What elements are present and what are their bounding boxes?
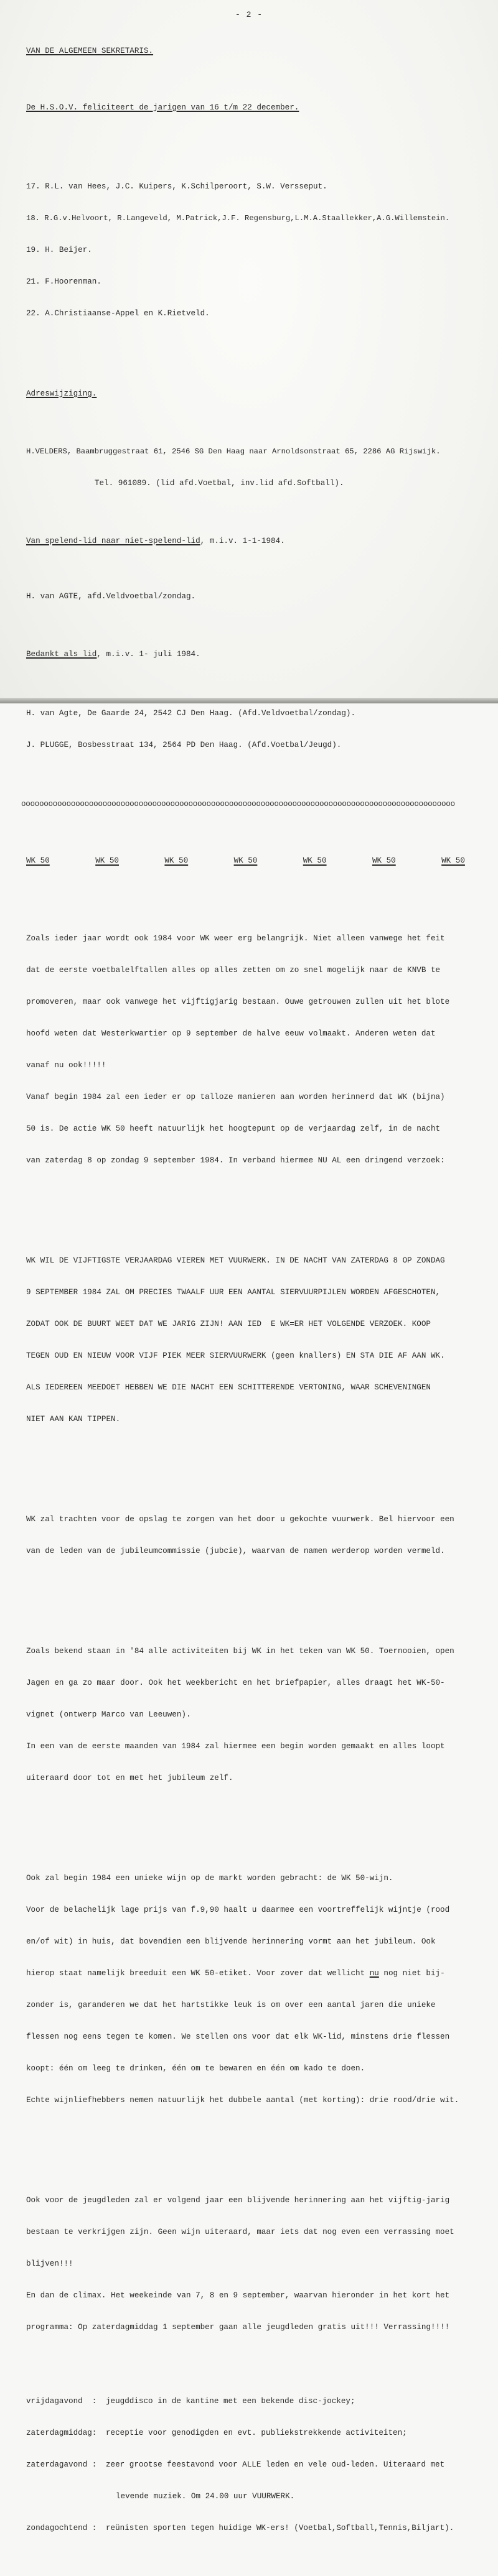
separator-line: oooooooooooooooooooooooooooooooooooooooooooooooooooooooooooooooooooooooooooooooooooooooooooooooo: [21, 800, 455, 808]
resignation-line: H. van Agte, De Gaarde 24, 2542 CJ Den Haag. (Afd.Veldvoetbal/zondag).: [26, 709, 356, 718]
member-status-heading: Van spelend-lid naar niet-spelend-lid, m.i.v. 1-1-1984.: [26, 537, 285, 545]
document-body: [21, 25, 487, 2576]
wk50-label: WK 50: [303, 856, 327, 865]
birthday-list: [26, 160, 487, 340]
program-row: zaterdagavond : zeer grootse feestavond voor ALLE leden en vele oud-leden. Uiteraard met: [26, 2460, 445, 2469]
member-status-line: H. van AGTE, afd.Veldvoetbal/zondag.: [26, 592, 196, 601]
list-item: 22. A.Christiaanse-Appel en K.Rietveld.: [26, 309, 210, 318]
paragraph-activities: Zoals bekend staan in '84 alle activiteiten bij WK in het teken van WK 50. Toernooien, open Jagen en ga zo maar door. Ook het weekbericht en het briefpapier, alles draagt het WK-50- vignet (ontwerp Marco van Leeuwen). In een van de eerste maanden van 1984 zal hiermee een begin worden gemaakt en alles loopt uiteraard door tot en met het jubileum zelf.: [26, 1647, 454, 1782]
section-title: VAN DE ALGEMEEN SEKRETARIS.: [26, 47, 154, 55]
wk50-label: WK 50: [95, 856, 119, 865]
paragraph-youth-and-climax: Ook voor de jeugdleden zal er volgend jaar een blijvende herinnering aan het vijftig-jarig bestaan te verkrijgen zijn. Geen wijn uiteraard, maar iets dat nog even een verrassing moet blijven!!! En dan de climax. Het weekeinde van 7, 8 en 9 september, waarvan hieronder in het kort het programma: Op zaterdagmiddag 1 september gaan alle jeugdleden gratis uit!!! Verrassing!!!!: [26, 2196, 454, 2332]
program-schedule: [26, 2375, 487, 2555]
address-line: Tel. 961089. (lid afd.Voetbal, inv.lid afd.Softball).: [95, 479, 344, 488]
resignation-line: J. PLUGGE, Bosbesstraat 134, 2564 PD Den Haag. (Afd.Voetbal/Jeugd).: [26, 741, 342, 749]
program-row: vrijdagavond : jeugddisco in de kantine met een bekende disc-jockey;: [26, 2397, 355, 2406]
program-row: zondagochtend : reünisten sporten tegen huidige WK-ers! (Voetbal,Softball,Tennis,Biljart).: [26, 2524, 454, 2532]
wk50-label: WK 50: [441, 856, 465, 865]
wk50-banner: [26, 856, 465, 866]
paragraph-storage: WK zal trachten voor de opslag te zorgen van het door u gekochte vuurwerk. Bel hiervoor een van de leden van de jubileumcommissie (jubcie), waarvan de namen werderop worden vermeld.: [26, 1515, 454, 1555]
page-bottom-edge: [0, 698, 498, 703]
wk50-label: WK 50: [164, 856, 189, 865]
program-row: levende muziek. Om 24.00 uur VUURWERK.: [116, 2492, 295, 2501]
list-item: 18. R.G.v.Helvoort, R.Langeveld, M.Patrick,J.F. Regensburg,L.M.A.Staallekker,A.G.Willemstein.: [26, 214, 450, 223]
program-row: zaterdagmiddag: receptie voor genodigden en evt. publiekstrekkende activiteiten;: [26, 2429, 407, 2437]
address-change-heading: Adreswijziging.: [26, 389, 97, 398]
birthdays-heading: De H.S.O.V. feliciteert de jarigen van 16 t/m 22 december.: [26, 103, 299, 112]
wk50-label: WK 50: [26, 856, 50, 865]
list-item: 17. R.L. van Hees, J.C. Kuipers, K.Schilperoort, S.W. Versseput.: [26, 182, 327, 191]
wk50-label: WK 50: [372, 856, 396, 865]
wk50-label: WK 50: [233, 856, 258, 865]
list-item: 21. F.Hoorenman.: [26, 277, 101, 286]
resignations-heading: Bedankt als lid, m.i.v. 1- juli 1984.: [26, 650, 200, 659]
page-number: - 2 -: [235, 10, 263, 19]
list-item: 19. H. Beijer.: [26, 246, 92, 254]
paragraph-intro: Zoals ieder jaar wordt ook 1984 voor WK weer erg belangrijk. Niet alleen vanwege het feit dat de eerste voetbalelftallen alles op alles zetten om zo snel mogelijk naar de KNVB te promoveren, maar ook vanwege het vijftigjarig bestaan. Ouwe getrouwen zullen uit het blote hoofd weten dat Westerkwartier op 9 september de halve eeuw volmaakt. Anderen weten dat vanaf nu ook!!!!! Vanaf begin 1984 zal een ieder er op talloze manieren aan worden herinnerd dat WK (bijna) 50 is. De actie WK 50 heeft natuurlijk het hoogtepunt op de verjaardag zelf, in de nacht van zaterdag 8 op zondag 9 september 1984. In verband hiermee NU AL een dringend verzoek:: [26, 934, 450, 1165]
paragraph-wine: Ook zal begin 1984 een unieke wijn op de markt worden gebracht: de WK 50-wijn. Voor de belachelijk lage prijs van f.9,90 haalt u daarmee een voortreffelijk wijntje (rood en/of wit) in huis, dat bovendien een blijvende herinnering vormt aan het jubileum. Ook hierop staat namelijk breeduit een WK 50-etiket. Voor zover dat wellicht nu nog niet bij- zonder is, garanderen we dat het hartstikke leuk is om over een aantal jaren die unieke flessen nog eens tegen te komen. We stellen ons voor dat elk WK-lid, minstens drie flessen koopt: één om leeg te drinken, één om te bewaren en één om kado te doen. Echte wijnliefhebbers nemen natuurlijk het dubbele aantal (met korting): drie rood/drie wit.: [26, 1874, 459, 2105]
address-line: H.VELDERS, Baambruggestraat 61, 2546 SG Den Haag naar Arnoldsonstraat 65, 2286 AG Rijswijk.: [26, 447, 441, 456]
paragraph-fireworks-request: WK WIL DE VIJFTIGSTE VERJAARDAG VIEREN MET VUURWERK. IN DE NACHT VAN ZATERDAG 8 OP ZONDAG 9 SEPTEMBER 1984 ZAL OM PRECIES TWAALF UUR EEN AANTAL SIERVUURPIJLEN WORDEN AFGESCHOTEN, ZODAT OOK DE BUURT WEET DAT WE JARIG ZIJN! AAN IED E WK=ER HET VOLGENDE VERZOEK. KOOP TEGEN OUD EN NIEUW VOOR VIJF PIEK MEER SIERVUURWERK (geen knallers) EN STA DIE AF AAN WK. ALS IEDEREEN MEEDOET HEBBEN WE DIE NACHT EEN SCHITTERENDE VERTONING, WAAR SCHEVENINGEN NIET AAN KAN TIPPEN.: [26, 1256, 445, 1424]
